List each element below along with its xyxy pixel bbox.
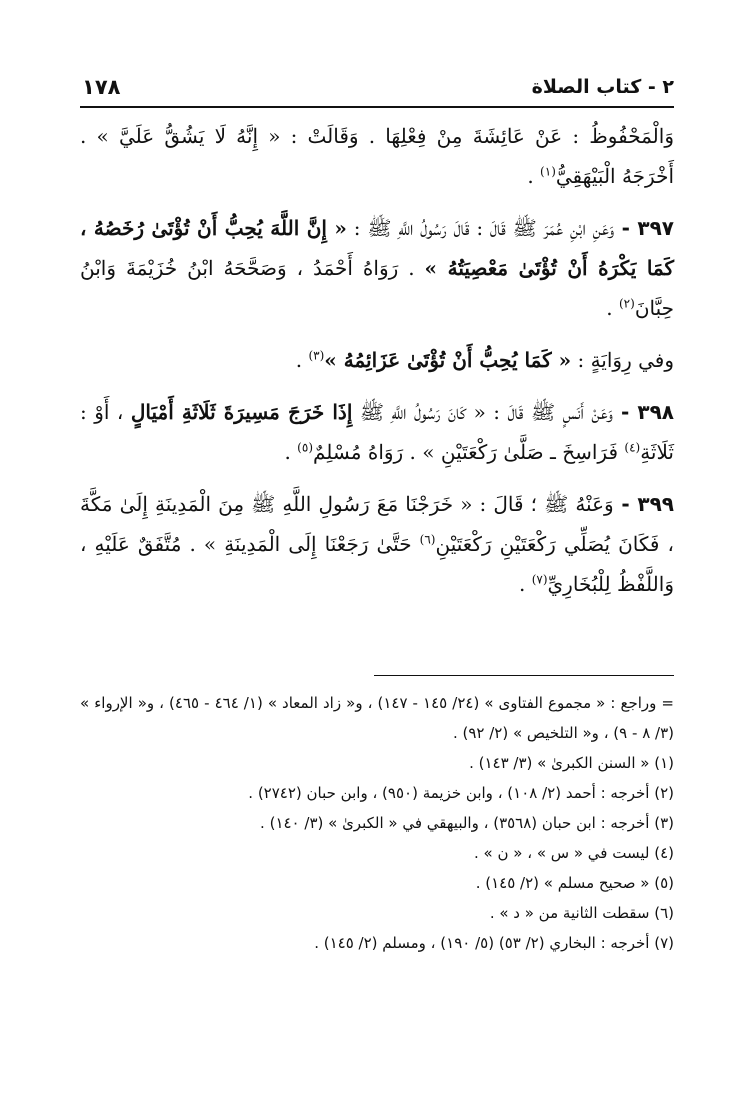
footnote-ref: (٥) [297, 440, 313, 455]
footnote-ref: (٧) [531, 572, 548, 587]
footnote-ref: (٣) [308, 348, 325, 363]
hadith-quote: « إِنَّ اللَّهَ يُحِبُّ أَنْ تُؤْتَىٰ رُخَصُهُ ، كَمَا يَكْرَهُ أَنْ تُؤْتَىٰ مَعْصِيَتُهُ » [80, 216, 675, 280]
footnote: (١) « السنن الكبرىٰ » (٣/ ١٤٣) . [469, 754, 674, 772]
footnote-ref: (٦) [419, 532, 436, 547]
hadith-number: ٣٩٧ - [614, 216, 674, 240]
footnote: (٥) « صحيح مسلم » (٢/ ١٤٥) . [475, 874, 674, 892]
page-number: ١٧٨ [82, 75, 121, 99]
text-run: . رَوَاهُ أَحْمَدُ ، وَصَحَّحَهُ ابْنُ خُزَيْمَةَ وَابْنُ حِبَّانَ [80, 256, 674, 320]
hadith-number: ٣٩٩ - [613, 492, 674, 516]
footnote: (٦) سقطت الثانية من « د » . [489, 904, 674, 922]
text-run: ، أَوْ : ثَلَاثَةِ [80, 400, 674, 464]
footnotes [80, 688, 674, 958]
paragraph [80, 116, 674, 196]
chapter-title: ٢ - كتاب الصلاة [531, 76, 674, 98]
hadith-quote: « كَمَا يُحِبُّ أَنْ تُؤْتَىٰ عَزَائِمُهُ » [324, 348, 572, 372]
hadith-number: ٣٩٨ - [612, 400, 675, 424]
footnote: (٣) أخرجه : ابن حبان (٣٥٦٨) ، والبيهقي في « الكبرىٰ » (٣/ ١٤٠) . [260, 814, 674, 832]
paragraph [80, 484, 674, 604]
text-run: وَالْمَحْفُوظُ : عَنْ عَائِشَةَ مِنْ فِعْلِهَا . وَقَالَتْ : « إِنَّهُ لَا يَشُقُّ عَلَيَّ » . أَخْرَجَهُ الْبَيْهَقِيُّ [80, 124, 674, 188]
footnote: (٢) أخرجه : أحمد (٢/ ١٠٨) ، وابن خزيمة (٩٥٠) ، وابن حبان (٢٧٤٢) . [248, 784, 674, 802]
text-run: وَعَنِ ابْنِ عُمَرَ ﷺ قَالَ : قَالَ رَسُولُ اللَّهِ ﷺ : [346, 216, 615, 240]
text-run: . [606, 296, 619, 320]
paragraph [80, 208, 674, 328]
footnote-ref: (١) [540, 164, 556, 179]
main-text [80, 116, 674, 616]
paragraph [80, 340, 674, 380]
hadith-quote: إِذَا خَرَجَ مَسِيرَةَ ثَلَاثَةِ أَمْيَالٍ [130, 400, 353, 424]
text-run: . [295, 348, 309, 372]
footnote: (٤) ليست في « س » ، « ن » . [474, 844, 674, 862]
text-run: . [284, 440, 298, 464]
text-run: وفي رِوَايَةٍ : [571, 348, 674, 372]
footnote-ref: (٤) [624, 440, 641, 455]
header-rule [80, 106, 674, 108]
text-run: وَعَنْ أَنَسٍ ﷺ قَالَ : « كَانَ رَسُولُ اللَّهِ ﷺ [352, 400, 613, 424]
footnote-separator [374, 675, 674, 676]
footnote: (٧) أخرجه : البخاري (٢/ ٥٣) (٥/ ١٩٠) ، ومسلم (٢/ ١٤٥) . [314, 934, 674, 952]
footnote-continuation: = وراجع : « مجموع الفتاوى » (٢٤/ ١٤٥ - ١٤٧) ، و« زاد المعاد » (١/ ٤٦٤ - ٤٦٥) ، و« الإرواء » (٣/ ٨ - ٩) ، و« التلخيص » (٢/ ٩٢) . [80, 694, 674, 742]
text-run: . [527, 164, 541, 188]
text-run: وَعَنْهُ ﷺ ؛ قَالَ : « خَرَجْنَا مَعَ رَسُولِ اللَّهِ ﷺ مِنَ الْمَدِينَةِ إِلَىٰ مَكَّةَ ، فَكَانَ يُصَلِّي رَكْعَتَيْنِ رَكْعَتَيْنِ [80, 492, 675, 556]
footnote-ref: (٢) [618, 296, 635, 311]
text-run: حَتَّىٰ رَجَعْنَا إِلَى الْمَدِينَةِ » . مُتَّفَقٌ عَلَيْهِ ، وَاللَّفْظُ لِلْبُخَارِيِّ [80, 532, 674, 596]
text-run: فَرَاسِخَ ـ صَلَّىٰ رَكْعَتَيْنِ » . رَوَاهُ مُسْلِمٌ [313, 440, 625, 464]
text-run: . [518, 572, 532, 596]
paragraph [80, 392, 674, 472]
page-header [82, 68, 674, 106]
